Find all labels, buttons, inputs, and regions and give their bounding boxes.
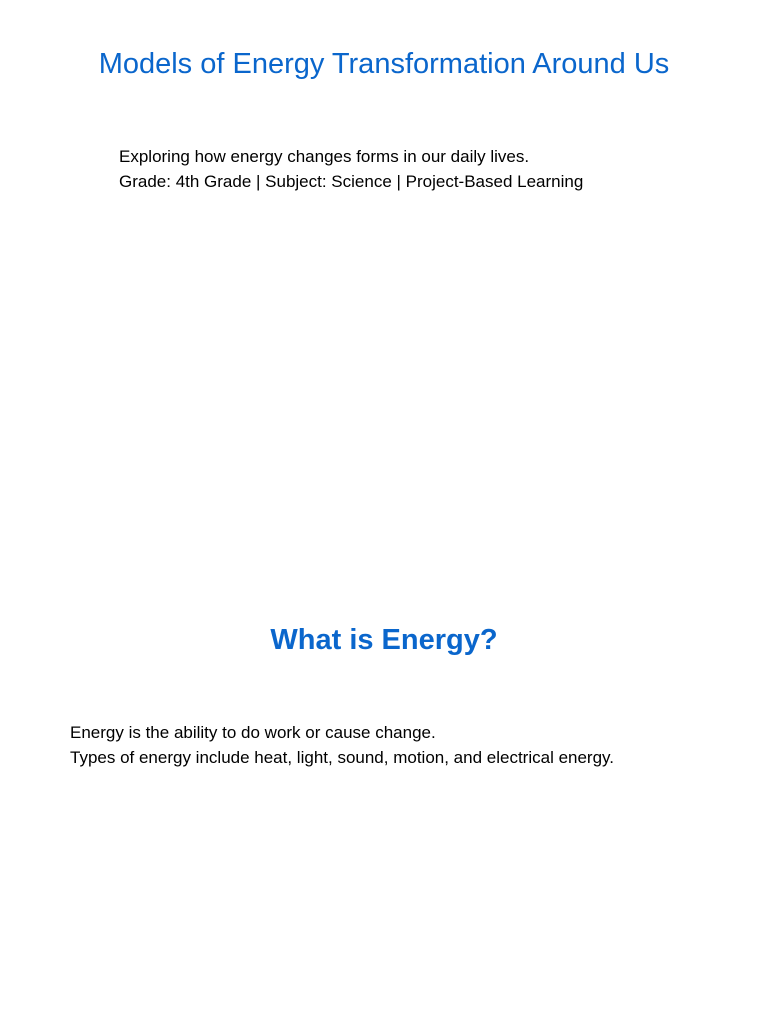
energy-definition: Energy is the ability to do work or cause change. [70, 723, 436, 742]
section-body [70, 720, 750, 770]
page-title: Models of Energy Transformation Around Us [98, 48, 670, 80]
intro-description: Exploring how energy changes forms in our daily lives. [119, 147, 530, 166]
energy-types: Types of energy include heat, light, sound, motion, and electrical energy. [70, 748, 615, 767]
section-heading: What is Energy? [270, 624, 498, 656]
intro-meta: Grade: 4th Grade | Subject: Science | Project-Based Learning [119, 172, 584, 191]
intro-block [119, 144, 739, 194]
